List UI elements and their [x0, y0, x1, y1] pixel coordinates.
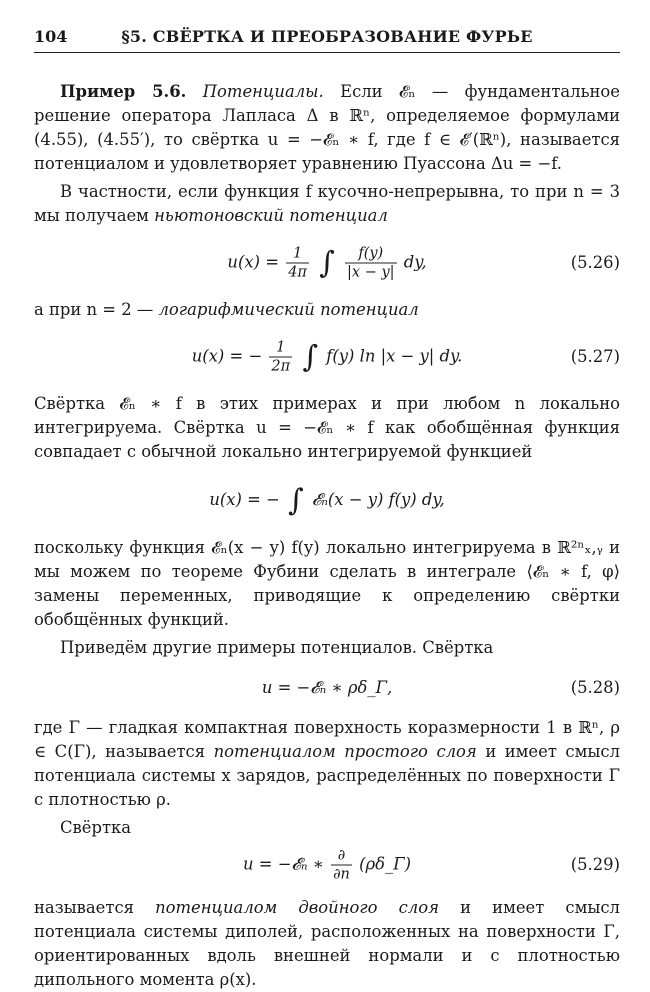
eq-tail: dy,	[403, 252, 427, 272]
term-log-potential: логарифмический потенциал	[158, 300, 419, 319]
paragraph-double-layer	[34, 896, 620, 992]
eq-lhs: u(x) = −	[191, 346, 263, 366]
paragraph-newton	[34, 180, 620, 228]
eq-fraction: $\frac{1}{2\pi}$	[271, 339, 291, 375]
paragraph-text: и имеет смысл потенциала системы диполей, расположенных на поверхности Γ, ориентированных вдоль внешней нормали и с плотностью дипольного момента ρ(x).	[34, 898, 620, 989]
page-header	[34, 27, 620, 51]
example-title: Потенциалы.	[202, 82, 324, 101]
eq-fraction: $\frac{\partial}{\partial n}$	[333, 847, 350, 883]
paragraph-example-5-6	[34, 80, 620, 176]
equation-number: (5.29)	[570, 855, 620, 874]
paragraph-text: где Γ — гладкая компактная поверхность коразмерности 1 в ℝⁿ, ρ ∈ C(Γ), называется	[34, 718, 620, 761]
paragraph-text: Если 𝓔ₙ — фундаментальное решение оператора Лапласа Δ в ℝⁿ, определяемое формулами (4.55), (4.55′), то свёртка u = −𝓔ₙ ∗ f, где f ∈ 𝓔′(ℝⁿ), называется потенциалом и удовлетворяет уравнению Пуассона Δu = −f.	[34, 82, 620, 173]
integral-sign: ∫	[319, 245, 335, 280]
eq-lhs: u(x) =	[227, 252, 279, 272]
paragraph-other-examples	[34, 636, 620, 660]
equation-5-29	[34, 840, 620, 890]
paragraph-svertka	[34, 816, 620, 840]
equation-number: (5.28)	[570, 678, 620, 697]
paragraph-text: называется	[34, 898, 134, 917]
paragraph-text: В частности, если функция f кусочно-непрерывна, то при n = 3 мы получаем	[34, 182, 620, 225]
example-label: Пример 5.6.	[60, 82, 187, 101]
paragraph-single-layer	[34, 716, 620, 812]
paragraph-text: а при n = 2 —	[34, 300, 154, 319]
equation-5-27	[34, 328, 620, 386]
equation-number: (5.27)	[570, 347, 620, 366]
paragraph-text: поскольку функция 𝓔ₙ(x − y) f(y) локально интегрируема в ℝ²ⁿₓ,ᵧ и мы можем по теореме Фубини сделать в интеграле ⟨𝓔ₙ ∗ f, φ⟩ замены переменных, приводящие к определению свёртки обобщённых функций.	[34, 538, 620, 629]
eq-formula: u = −𝓔ₙ ∗ ρδ_Γ,	[261, 678, 393, 697]
integral-sign: ∫	[302, 339, 319, 374]
term-newton-potential: ньютоновский потенциал	[154, 206, 388, 225]
paragraph-text: Свёртка 𝓔ₙ ∗ f в этих примерах и при любом n локально интегрируема. Свёртка u = −𝓔ₙ ∗ f как обобщённая функция совпадает с обычной локально интегрируемой функцией	[34, 394, 620, 461]
paragraph-log	[34, 298, 620, 322]
paragraph-text: Свёртка	[60, 818, 132, 837]
eq-lhs: u = −𝓔ₙ ∗	[243, 854, 324, 874]
paragraph-text: Приведём другие примеры потенциалов. Свёртка	[60, 638, 494, 657]
paragraph-text: и имеет смысл потенциала системы x зарядов, распределённых по поверхности Γ с плотностью ρ.	[34, 742, 620, 809]
eq-tail: (ρδ_Γ)	[359, 854, 411, 874]
eq-body: 𝓔ₙ(x − y) f(y) dy,	[311, 490, 445, 509]
header-rule	[34, 52, 620, 53]
equation-5-28	[34, 666, 620, 710]
term-double-layer: потенциалом двойного слоя	[155, 898, 439, 917]
integral-sign: ∫	[288, 482, 304, 518]
term-single-layer: потенциалом простого слоя	[213, 742, 477, 761]
eq-fraction: $\frac{1}{4\pi}$	[288, 245, 307, 281]
equation-number: (5.26)	[570, 253, 620, 272]
paragraph-convolution	[34, 392, 620, 464]
eq-lhs: u(x) = −	[209, 490, 280, 509]
equation-5-26	[34, 234, 620, 292]
running-head: §5. СВЁРТКА И ПРЕОБРАЗОВАНИЕ ФУРЬЕ	[121, 27, 533, 46]
page-number: 104	[34, 27, 68, 46]
equation-unnumbered	[34, 470, 620, 530]
page-body	[34, 80, 620, 992]
eq-body: f(y) ln |x − y| dy.	[326, 346, 463, 366]
paragraph-fubini	[34, 536, 620, 632]
eq-fraction: $\frac{f(y)}{|x - y|}$	[347, 245, 395, 281]
